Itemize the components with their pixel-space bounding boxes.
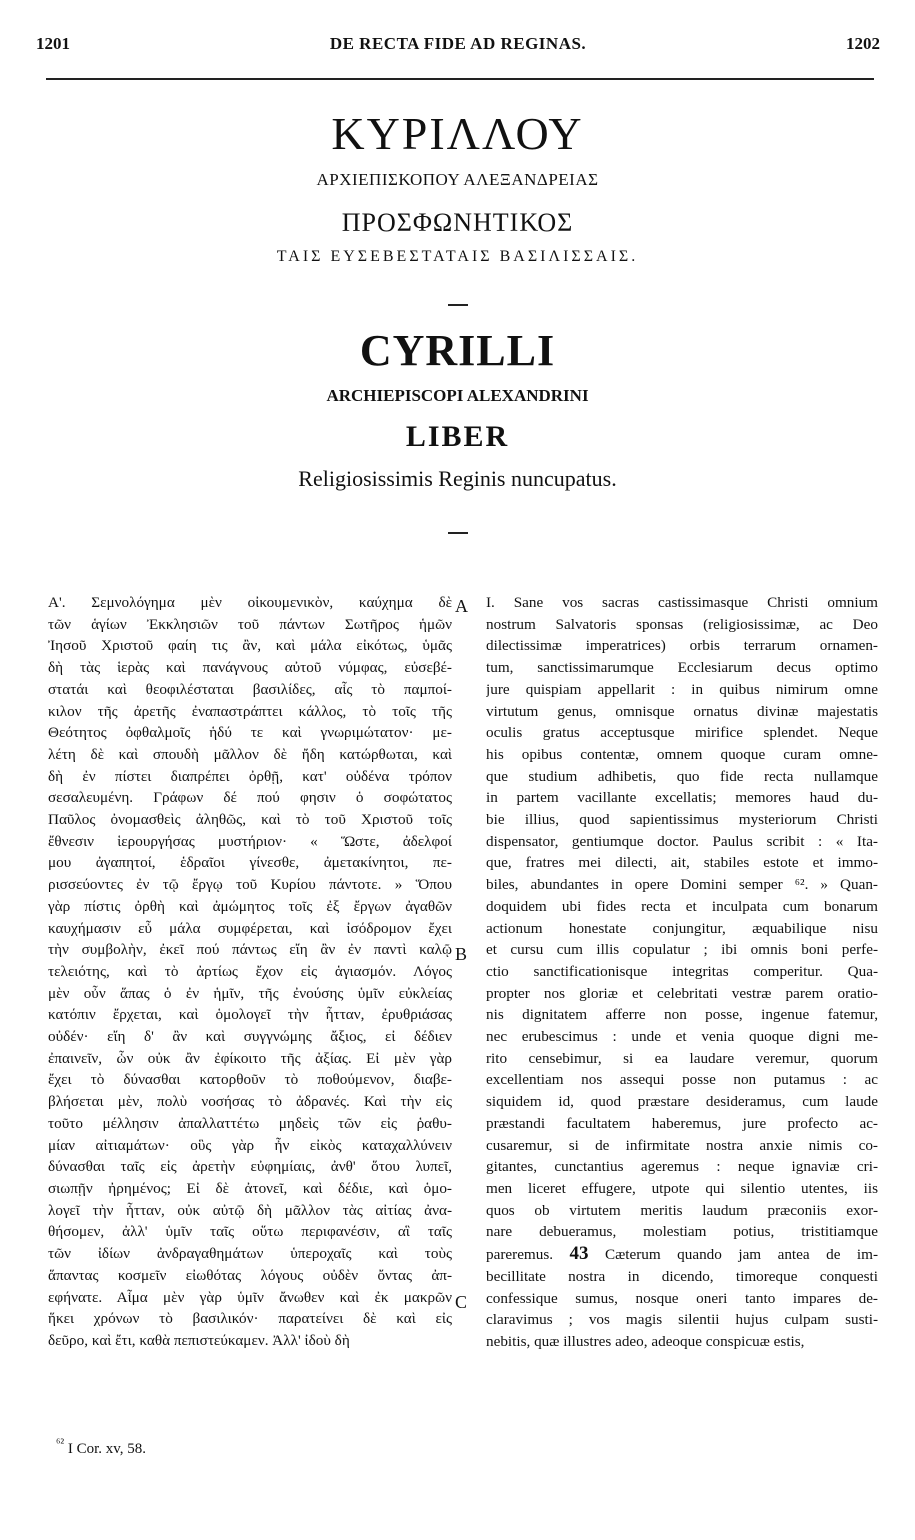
text-line: σεσαλευμένη. Γράφων δέ πού φησιν ὁ σοφώτατος [48, 789, 452, 807]
text-line: μὲν οὖν ἅπας ὁ ἐν ἡμῖν, τῆς ἐνούσης ὑμῖν εὐκλείας [48, 984, 452, 1002]
text-line: claravimus ; vos magis silentii hujus culpam susti- [486, 1311, 878, 1329]
text-line: Α'. Σεμνολόγημα μὲν οἰκουμενικὸν, καύχημα δὲ [48, 594, 452, 611]
greek-work-title: ΠΡΟΣΦΩΝΗΤΙΚΟΣ [341, 208, 574, 237]
text-line: Παῦλος ὀνομασθεὶς ἀληθῶς, καὶ τὸ τοῦ Χριστοῦ τοῖς [48, 811, 452, 829]
latin-text-column [486, 592, 878, 1353]
text-line: οὐδέν· εἴη δ' ἂν καὶ συγγνώμης ἄξιος, εἰ δέδιεν [48, 1028, 452, 1046]
text-line: ἥκει χρόνων τὸ βασιλικόν· παρατείνει δὲ καὶ εἰς [48, 1310, 452, 1328]
text-line: στατάι καὶ θεοφιλέσταται βασιλίδες, αἷς τὸ παμποί- [48, 680, 452, 698]
text-line: biles, abundantes in opere Domini semper ⁶². » Quan- [486, 876, 878, 894]
page-number-right: 1202 [846, 34, 880, 53]
title-divider [448, 304, 468, 306]
text-line: τῶν ἰδίων ἀνδραγαθημάτων ὑπεροχαῖς καὶ τοὺς [48, 1245, 452, 1263]
text-line: ἔθνεσιν ἱερουργήσας μυστήριον· « Ὥστε, ἀδελφοί [48, 832, 452, 850]
text-line: que, fratres mei dilecti, ait, stabiles estote et immo- [486, 854, 878, 872]
text-line: σιωπῇν ἠρημένος; Εἰ δὲ ἀτονεῖ, καὶ δέδιε, καὶ ὁμο- [48, 1179, 452, 1197]
text-line: μου ἀγαπητοί, ἑδραῖοι γίνεσθε, ἀμετακίνητοι, πε- [48, 854, 452, 872]
text-line: γὰρ πίστις ὀρθὴ καὶ ἀμώμητος τοῖς ἐξ ἔργων ἀγαθῶν [48, 897, 452, 915]
text-line: μίαν αἰτιαμάτων· οὓς γὰρ ἦν εἰκὸς καταχαλλύνειν [48, 1136, 452, 1154]
text-fragment: pareremus. [486, 1246, 570, 1264]
latin-office-title: ARCHIEPISCOPI ALEXANDRINI [326, 386, 589, 405]
text-line: bie illius, quod sapientissimus mysteriorum Christi [486, 811, 878, 829]
text-line: τὴν συμβολὴν, ἐκεῖ πού πάντως εἴη ἂν ἐν παντὶ καλῷ [48, 941, 452, 959]
text-line: in partem vacillante excellatis; memores haud du- [486, 789, 878, 807]
text-line: tum, sanctissimarumque Ecclesiarum decus optimo [486, 659, 878, 677]
running-head [36, 34, 880, 56]
text-line: men liceret effugere, utpote qui silentio utentes, iis [486, 1179, 878, 1197]
text-line: καυχήμασιν εὖ μάλα συμφέρεται, καὶ ἰσόδρομον ἔχει [48, 919, 452, 937]
text-line: τοῦτο μέλλησιν ἀπαλλαττέτω μηδεὶς τῶν εἰς ῥαθυ- [48, 1114, 452, 1132]
margin-marker-a: A [455, 596, 468, 616]
text-line: et cursu cum illis copulatur ; ibi omnis boni perfe- [486, 941, 878, 959]
text-line: dilectissimæ imperatrices) orbis terrarum ornamen- [486, 637, 878, 655]
text-line: confessique sumus, nosque oneri tanto impares de- [486, 1289, 878, 1307]
text-line: ρισσεύοντες ἐν τῷ ἔργῳ τοῦ Κυρίου πάντοτε. » Ὅπου [48, 876, 452, 894]
text-line: præstandi facultatem haberemus, jure profecto ac- [486, 1114, 878, 1132]
text-line: τελειότης, καὶ τὸ ἀρτίως ἔχον εἰς ἁγιασμόν. Λόγος [48, 962, 452, 980]
greek-author-title: ΚΥΡΙΛΛΟΥ [331, 108, 584, 159]
text-line: dispensator, gentiumque doctor. Paulus scribit : « Ita- [486, 832, 878, 850]
text-line: κατόπιν ἔρχεται, καὶ ὁμολογεῖ τὴν ἧτταν, ἐρυθριάσας [48, 1006, 452, 1024]
text-line [486, 1243, 878, 1266]
text-line: propter nos gloriæ et celebritati vestræ parem oratio- [486, 984, 878, 1002]
greek-dedication-title: ΤΑΙΣ ΕΥΣΕΒΕΣΤΑΤΑΙΣ ΒΑΣΙΛΙΣΣΑΙΣ. [276, 248, 639, 265]
text-line: quos ob virtutem meritis laudum præconiis exor- [486, 1201, 878, 1219]
margin-marker-b: B [455, 944, 468, 964]
text-line: que studium adhibetis, quo fide recta nullamque [486, 767, 878, 785]
text-line: nare debueramus, molestiam potius, tristitiamque [486, 1223, 878, 1241]
text-line: λογεῖ τὴν ἧτταν, οὐκ αὐτῷ δὴ μᾶλλον τὰς αἰτίας ἀνα- [48, 1201, 452, 1219]
text-line: gitantes, cunctantius ageremus : neque ignaviæ cri- [486, 1158, 878, 1176]
text-line: siquidem id, quod præstare desideramus, cum laude [486, 1093, 878, 1111]
text-line: βλήσεται μὲν, πολὺ νοσήσας τὸ ἀδρανές. Καὶ τὴν εἰς [48, 1093, 452, 1111]
text-line: oculis gratus acceptusque mirifice splendet. Neque [486, 724, 878, 742]
text-line: cusaremur, si de infirmitate nostra anxie nimis co- [486, 1136, 878, 1154]
text-line: nis dignitatem afferre non posse, ingenue fatemur, [486, 1006, 878, 1024]
text-line: θήσομεν, ἀλλ' ὑμῖν ταῖς οὕτω περιφανέσιν, αἳ ταῖς [48, 1223, 452, 1241]
footnote [56, 1436, 146, 1458]
text-line: εφήνατε. Αἷμα μὲν γὰρ ὑμῖν ἄνωθεν καὶ ἐκ μακρῶν [48, 1288, 452, 1306]
text-line: λέτη δὲ καὶ σπουδὴ μᾶλλον δὲ ἤδη κατώρθωται, καὶ [48, 745, 452, 763]
text-line: actionum honestate conjungitur, æquabilique nisu [486, 919, 878, 937]
title-divider [448, 532, 468, 534]
latin-work-title: LIBER [405, 420, 510, 453]
text-line: virtutum genus, omnisque ornatus divinæ majestatis [486, 702, 878, 720]
text-line: doquidem ubi fides recta et inculpata cum bonarum [486, 897, 878, 915]
text-line: excellentiam nos assequi posse non putamus : ac [486, 1071, 878, 1089]
text-line: jure quispiam appellarit : in quibus nimirum omne [486, 680, 878, 698]
latin-author-title: CYRILLI [359, 326, 556, 375]
footnote-text: I Cor. xv, 58. [67, 1441, 147, 1457]
text-line: rito censebimur, si ea laudare veremur, quorum [486, 1049, 878, 1067]
footnote-mark: ⁶² [56, 1436, 65, 1450]
title-block [0, 108, 915, 534]
text-line: δὴ τὰς ἱερὰς καὶ πανάγνους αὐτοῦ νύμφας, εὐσεβέ- [48, 659, 452, 677]
running-title: DE RECTA FIDE AD REGINAS. [329, 34, 587, 53]
text-line: I. Sane vos sacras castissimasque Christi omnium [486, 594, 878, 611]
greek-office-title: ΑΡΧΙΕΠΙΣΚΟΠΟΥ ΑΛΕΞΑΝΔΡΕΙΑΣ [316, 170, 599, 189]
text-line: nebitis, quæ illustres adeo, adeoque conspicuæ estis, [486, 1332, 805, 1350]
text-line: τῶν ἁγίων Ἐκκλησιῶν τοῦ πάντων Σωτῆρος ἡμῶν [48, 615, 452, 633]
text-fragment: Cæterum quando jam antea de im- [588, 1246, 878, 1264]
latin-dedication-title: Religiosissimis Reginis nuncupatus. [298, 466, 617, 491]
text-line: his opibus contentæ, omnem quoque curam omne- [486, 745, 878, 763]
text-line: becillitate nostra in dicendo, timoreque conquesti [486, 1267, 878, 1285]
text-line: ἅπαντας κοσμεῖν εἰωθότας λόγους οὐδὲν ὄντας ἀπ- [48, 1266, 452, 1284]
text-line: ctio sanctificationisque integritas comperitur. Qua- [486, 962, 878, 980]
text-line: ἐπαινεῖν, ὧν οὐκ ἂν ἐφίκοιτο τῆς ἀξίας. Εἰ μὲν γὰρ [48, 1049, 452, 1067]
text-line: Ἰησοῦ Χριστοῦ φαίη τις ἂν, καὶ μάλα εἰκότως, ὑμᾶς [48, 637, 452, 655]
text-line: ἔχει τὸ δύνασθαι κατορθοῦν τὸ ποθούμενον, διαβε- [48, 1071, 452, 1089]
header-rule [46, 78, 874, 80]
text-line: κιλον τῆς ἀρετῆς ἐναπαστράπτει κάλλος, τὸ τοῖς τῆς [48, 702, 452, 720]
text-line: δὴ ἐν πίστει διαπρέπει ὀρθῇ, κατ' οὐδένα τρόπον [48, 767, 452, 785]
page-number-left: 1201 [36, 34, 70, 53]
text-line: δύνασθαι ταῖς εἰς ἀρετὴν εὐφημίαις, ἀνθ' ὅτου λυπεῖ, [48, 1158, 452, 1176]
text-line: nec erubescimus : unde et venia quoque digni me- [486, 1028, 878, 1046]
text-line: Θεότητος ὀφθαλμοῖς ἡδύ τε καὶ γνωριμώτατον· με- [48, 724, 452, 742]
text-line: nostrum Salvatoris sponsas (religiosissimæ, ac Deo [486, 615, 878, 633]
text-line: δεῦρο, καὶ ἔτι, καθὰ πεπιστεύκαμεν. Ἀλλ' ἰδοὺ δὴ [48, 1331, 350, 1349]
column-number: 43 [569, 1243, 589, 1265]
greek-text-column [48, 592, 452, 1352]
margin-marker-c: C [455, 1292, 468, 1312]
